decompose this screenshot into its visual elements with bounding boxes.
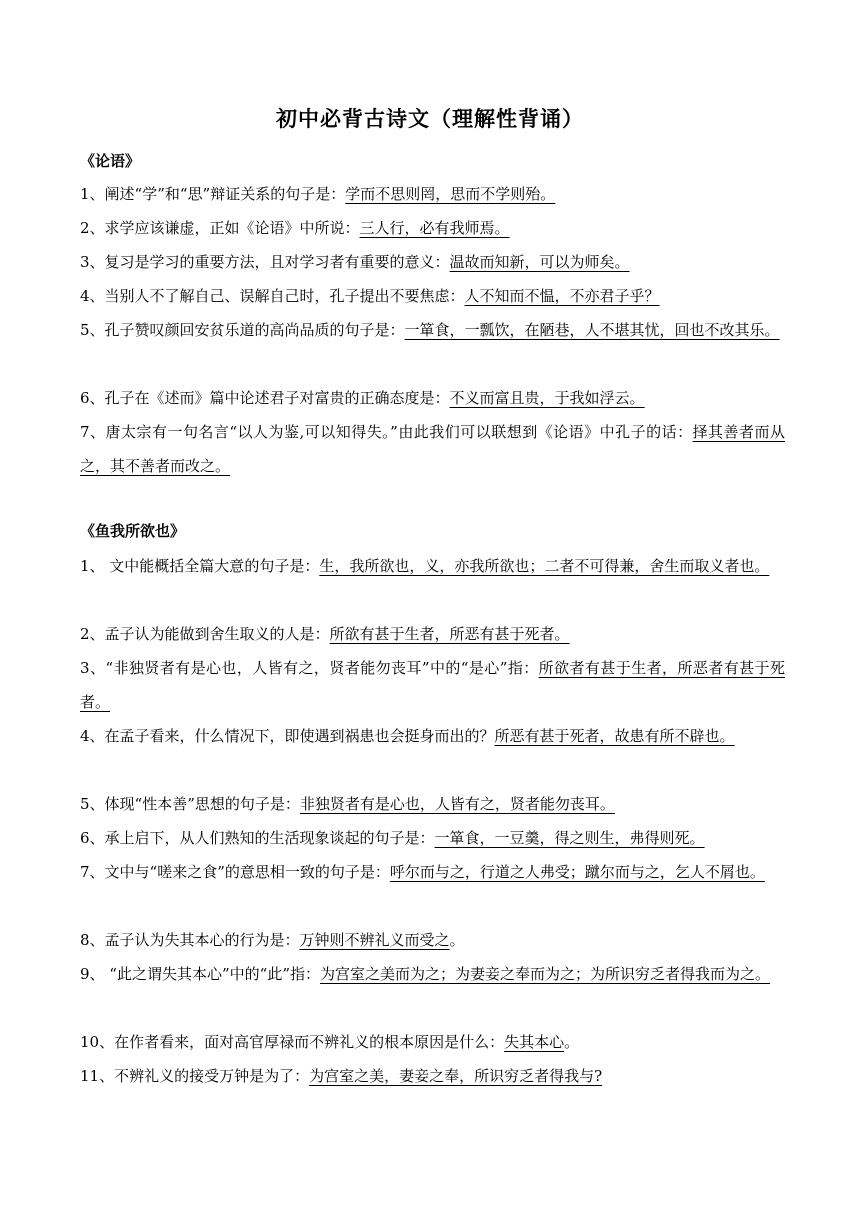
page-title: 初中必背古诗文（理解性背诵） <box>276 107 584 131</box>
section-heading-lunyu: 《论语》 <box>80 152 141 170</box>
list-item <box>80 923 785 957</box>
question-text: 8、孟子认为失其本心的行为是： <box>80 931 300 949</box>
answer-text: 非独贤者有是心也，人皆有之，贤者能勿丧耳。 <box>299 795 615 813</box>
question-text: 6、孔子在《述而》篇中论述君子对富贵的正确态度是： <box>80 389 450 407</box>
list-item <box>80 381 785 415</box>
question-text: 7、文中与“嗟来之食”的意思相一致的句子是： <box>80 863 390 881</box>
answer-text: 一箪食，一豆羹，得之则生，弗得则死。 <box>434 829 705 847</box>
answer-text: 择其善者而从之，其不善者而改之。 <box>80 423 785 475</box>
answer-text: 学而不思则罔，思而不学则殆。 <box>345 185 556 203</box>
list-item <box>80 719 785 753</box>
list-item <box>80 279 785 313</box>
answer-text: 万钟则不辨礼义而受之 <box>299 931 450 949</box>
question-text: 5、体现“性本善”思想的句子是： <box>80 795 300 813</box>
answer-text: 生，我所欲也，义，亦我所欲也；二者不可得兼，舍生而取义者也。 <box>319 557 770 575</box>
list-item <box>80 821 785 855</box>
list-item <box>80 245 785 279</box>
question-text: 4、在孟子看来，什么情况下，即使遇到祸患也会挺身而出的？ <box>80 727 495 745</box>
answer-text: 所欲有甚于生者，所恶有甚于死者。 <box>329 625 570 643</box>
question-text: 1、阐述“学”和“思”辩证关系的句子是： <box>80 185 346 203</box>
question-text: 3、复习是学习的重要方法，且对学习者有重要的意义： <box>80 253 450 271</box>
question-text: 4、当别人不了解自己、误解自己时，孔子提出不要焦虑： <box>80 287 465 305</box>
question-text: 2、孟子认为能做到舍生取义的人是： <box>80 625 330 643</box>
list-item <box>80 177 785 211</box>
question-text: 6、承上启下，从人们熟知的生活现象谈起的句子是： <box>80 829 435 847</box>
answer-text: 所欲者有甚于生者，所恶者有甚于死者。 <box>80 659 785 711</box>
list-item <box>80 211 785 245</box>
list-item <box>80 855 785 889</box>
question-text: 10、在作者看来，面对高官厚禄而不辨礼义的根本原因是什么： <box>80 1033 505 1051</box>
answer-text: 一箪食，一瓢饮，在陋巷，人不堪其忧，回也不改其乐。 <box>404 321 780 339</box>
question-text: 3、“非独贤者有是心也，人皆有之，贤者能勿丧耳”中的“是心”指： <box>80 659 539 677</box>
trailing-punctuation: 。 <box>449 931 465 949</box>
answer-text: 失其本心 <box>504 1033 565 1051</box>
list-item <box>80 957 785 991</box>
answer-text: 所恶有甚于死者，故患有所不辟也。 <box>494 727 735 745</box>
list-item <box>80 787 785 821</box>
question-text: 5、孔子赞叹颜回安贫乐道的高尚品质的句子是： <box>80 321 405 339</box>
list-item <box>80 1025 785 1059</box>
answer-text: 不义而富且贵，于我如浮云。 <box>449 389 645 407</box>
question-text: 11、不辨礼义的接受万钟是为了： <box>80 1067 310 1085</box>
list-item <box>80 1059 785 1093</box>
section-heading-yuwosuoyuye: 《鱼我所欲也》 <box>80 522 186 540</box>
list-item <box>80 617 785 651</box>
list-item <box>80 549 785 583</box>
answer-text: 人不知而不愠，不亦君子乎？ <box>464 287 660 305</box>
question-text: 2、求学应该谦虚，正如《论语》中所说： <box>80 219 360 237</box>
answer-text: 呼尔而与之，行道之人弗受；蹴尔而与之，乞人不屑也。 <box>389 863 765 881</box>
list-item <box>80 651 785 719</box>
question-text: 9、 “此之谓失其本心”中的“此”指： <box>80 965 320 983</box>
answer-text: 为宫室之美而为之；为妻妾之奉而为之；为所识穷乏者得我而为之。 <box>320 965 771 983</box>
answer-text: 温故而知新，可以为师矣。 <box>449 253 630 271</box>
trailing-punctuation: 。 <box>564 1033 580 1051</box>
list-item <box>80 313 785 347</box>
list-item <box>80 415 785 483</box>
question-text: 7、唐太宗有一句名言“以人为鉴,可以知得失。”由此我们可以联想到《论语》中孔子的话： <box>80 423 693 441</box>
answer-text: 为宫室之美，妻妾之奉，所识穷乏者得我与? <box>309 1067 603 1085</box>
question-text: 1、 文中能概括全篇大意的句子是： <box>80 557 320 575</box>
answer-text: 三人行，必有我师焉。 <box>359 219 510 237</box>
